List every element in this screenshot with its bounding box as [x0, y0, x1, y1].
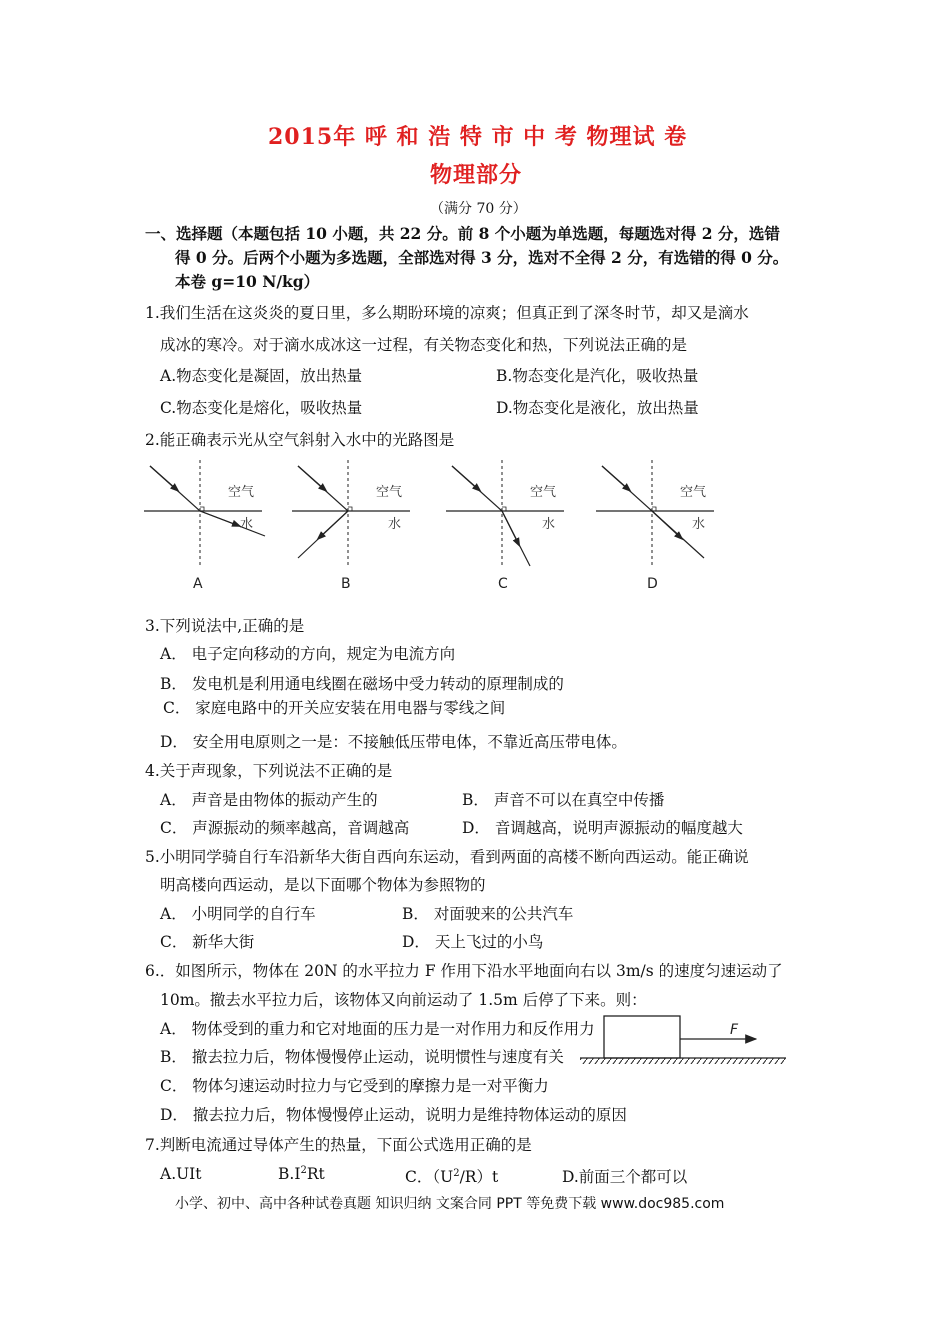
- air-label-b: 空气: [376, 485, 403, 500]
- water-label-c: 水: [542, 517, 556, 532]
- q5-option-a: A． 小明同学的自行车: [160, 905, 316, 923]
- diagram-a: [144, 460, 265, 592]
- footer-text: 小学、初中、高中各种试卷真题 知识归纳 文案合同 PPT 等免费下载 www.doc985.com: [175, 1196, 725, 1212]
- air-label-a: 空气: [228, 485, 255, 500]
- block: [604, 1016, 680, 1058]
- water-label-a: 水: [240, 517, 254, 532]
- force-label: F: [730, 1022, 739, 1038]
- diagram-b: [292, 460, 410, 592]
- air-label-c: 空气: [530, 485, 557, 500]
- q7-option-c: C．$(U^2/R)t$: [405, 1167, 499, 1186]
- q5-stem-line1: 5.小明同学骑自行车沿新华大街自西向东运动，看到两面的高楼不断向西运动。能正确说: [145, 848, 749, 866]
- diagram-c: [446, 460, 564, 592]
- q4-option-a: A． 声音是由物体的振动产生的: [160, 791, 378, 809]
- air-label-d: 空气: [680, 485, 707, 500]
- force-diagram: [580, 1012, 790, 1064]
- diagram-label-c: C: [498, 576, 508, 592]
- q3-option-b: B． 发电机是利用通电线圈在磁场中受力转动的原理制成的: [160, 675, 564, 693]
- q1-option-b: B.物态变化是汽化，吸收热量: [496, 367, 699, 385]
- q5-option-d: D． 天上飞过的小鸟: [402, 933, 544, 951]
- q1-stem-line1: 1.我们生活在这炎炎的夏日里，多么期盼环境的凉爽；但真正到了深冬时节，却又是滴水: [145, 304, 749, 322]
- q1-option-a: A.物态变化是凝固，放出热量: [160, 367, 363, 385]
- q6-option-d: D． 撤去拉力后，物体慢慢停止运动，说明力是维持物体运动的原因: [160, 1106, 627, 1124]
- q4-option-c: C． 声源振动的频率越高，音调越高: [160, 819, 410, 837]
- q6-stem-line2: 10m。撤去水平拉力后，该物体又向前运动了 1.5m 后停了下来。则：: [160, 991, 647, 1009]
- q1-option-d: D.物态变化是液化，放出热量: [496, 399, 699, 417]
- q3-option-c: C． 家庭电路中的开关应安装在用电器与零线之间: [163, 699, 506, 717]
- q6-stem-line1: 6.．如图所示，物体在 20N 的水平拉力 F 作用下沿水平地面向右以 3m/s 的速度匀速运动了: [145, 962, 783, 980]
- exam-subtitle: 物理部分: [430, 162, 523, 188]
- q4-stem: 4.关于声现象，下列说法不正确的是: [145, 762, 393, 780]
- q1-stem-line2: 成冰的寒冷。对于滴水成冰这一过程，有关物态变化和热，下列说法正确的是: [160, 336, 688, 354]
- q3-option-a: A． 电子定向移动的方向，规定为电流方向: [160, 645, 456, 663]
- section-1-heading: 一、选择题（本题包括 10 小题，共 22 分。前 8 个小题为单选题，每题选对得 2 分，选错: [145, 224, 780, 243]
- q7-option-d: D.前面三个都可以: [562, 1168, 688, 1186]
- diagram-d: [596, 460, 714, 592]
- q2-stem: 2.能正确表示光从空气斜射入水中的光路图是: [145, 431, 455, 449]
- section-1-rules: 得 0 分。后两个小题为多选题，全部选对得 3 分，选对不全得 2 分，有选错的得 0 分。: [175, 248, 789, 267]
- q4-option-b: B． 声音不可以在真空中传播: [462, 791, 665, 809]
- water-label-b: 水: [388, 517, 402, 532]
- q5-option-c: C． 新华大街: [160, 933, 255, 951]
- q1-option-c: C.物态变化是熔化，吸收热量: [160, 399, 363, 417]
- water-label-d: 水: [692, 517, 706, 532]
- diagram-label-b: B: [341, 576, 351, 592]
- ground-hatch: [580, 1058, 786, 1064]
- score-note: （满分 70 分）: [430, 201, 527, 217]
- section-1-note: 本卷 g=10 N/kg）: [175, 272, 320, 291]
- diagram-label-a: A: [193, 576, 203, 592]
- q5-stem-line2: 明高楼向西运动，是以下面哪个物体为参照物的: [160, 876, 486, 894]
- q4-option-d: D． 音调越高，说明声源振动的幅度越大: [462, 819, 743, 837]
- q7-option-a: A.UIt: [160, 1165, 202, 1183]
- diagram-label-d: D: [647, 576, 658, 592]
- q6-option-a: A． 物体受到的重力和它对地面的压力是一对作用力和反作用力: [160, 1020, 595, 1038]
- q6-option-b: B． 撤去拉力后，物体慢慢停止运动，说明惯性与速度有关: [160, 1048, 564, 1066]
- q3-option-d: D． 安全用电原则之一是：不接触低压带电体，不靠近高压带电体。: [160, 733, 627, 751]
- q6-option-c: C． 物体匀速运动时拉力与它受到的摩擦力是一对平衡力: [160, 1077, 549, 1095]
- exam-title: 2015年 呼 和 浩 特 市 中 考 物理试 卷: [268, 124, 688, 150]
- refraction-diagrams: [140, 458, 720, 598]
- q7-stem: 7.判断电流通过导体产生的热量，下面公式选用正确的是: [145, 1136, 532, 1154]
- q5-option-b: B． 对面驶来的公共汽车: [402, 905, 574, 923]
- q7-option-b: $B.I^2Rt$: [278, 1165, 325, 1184]
- q3-stem: 3.下列说法中,正确的是: [145, 617, 305, 635]
